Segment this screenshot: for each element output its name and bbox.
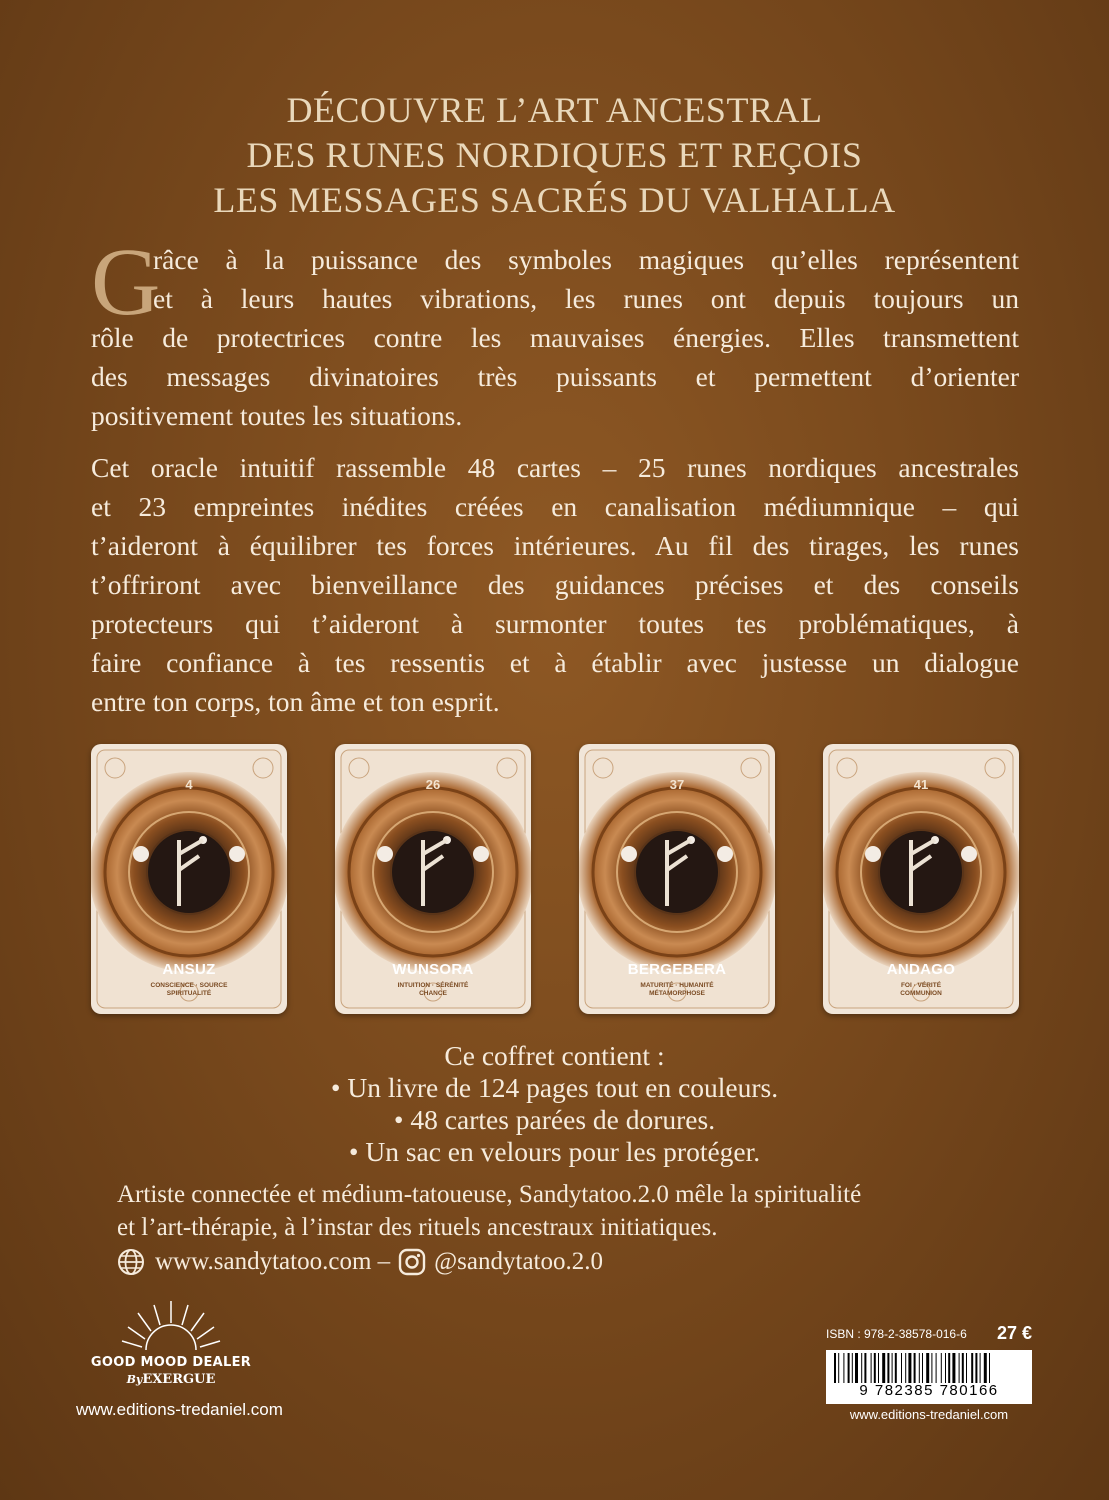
card-keywords bbox=[619, 982, 735, 998]
contents-item: • Un livre de 124 pages tout en couleurs. bbox=[330, 1072, 779, 1103]
description-line: entre ton corps, ton âme et ton esprit. bbox=[91, 686, 500, 717]
intro-paragraph bbox=[91, 228, 1019, 435]
description-line: t’offriront avec bienveillance des guidances précises et des conseils bbox=[91, 569, 1019, 600]
description-line: et 23 empreintes inédites créées en canalisation médiumnique – qui bbox=[91, 491, 1019, 522]
card-keyword-line: MATURITÉ · HUMANITÉ bbox=[640, 982, 714, 989]
bio-line: Artiste connectée et médium-tatoueuse, Sandytatoo.2.0 mêle la spiritualité bbox=[117, 1181, 862, 1208]
drop-cap: G bbox=[91, 228, 161, 335]
logo-subtext bbox=[76, 1372, 266, 1387]
rune-card bbox=[91, 744, 287, 1014]
isbn: ISBN : 978-2-38578-016-6 bbox=[826, 1327, 967, 1341]
card-keywords bbox=[863, 982, 979, 998]
description-line: Cet oracle intuitif rassemble 48 cartes – 25 runes nordiques ancestrales bbox=[91, 452, 1019, 483]
card-number: 37 bbox=[669, 777, 685, 792]
headline-line: DES RUNES NORDIQUES ET REÇOIS bbox=[246, 135, 863, 175]
card-name: ANDAGO bbox=[886, 961, 956, 978]
card-keyword-line: CONSCIENCE · SOURCE bbox=[150, 982, 228, 989]
sunburst-icon bbox=[76, 1295, 266, 1355]
instagram-icon bbox=[398, 1248, 426, 1276]
card-keywords bbox=[131, 982, 247, 998]
intro-line: rôle de protectrices contre les mauvaises énergies. Elles transmettent bbox=[91, 322, 1019, 353]
publisher-website[interactable]: www.editions-tredaniel.com bbox=[76, 1400, 283, 1419]
card-name: ANSUZ bbox=[162, 961, 216, 978]
card-keyword-line: MÉTAMORPHOSE bbox=[649, 990, 705, 997]
intro-line: râce à la puissance des symboles magiques qu’elles représentent bbox=[153, 244, 1019, 275]
contents-item: • 48 cartes parées de dorures. bbox=[393, 1104, 716, 1135]
card-number: 26 bbox=[425, 777, 441, 792]
card-keyword-line: SPIRITUALITÉ bbox=[166, 990, 212, 997]
card-name: BERGEBERA bbox=[627, 961, 727, 978]
card-keyword-line: COMMUNION bbox=[900, 990, 942, 997]
isbn-row bbox=[826, 1323, 1032, 1347]
description-paragraph bbox=[91, 448, 1019, 721]
globe-icon bbox=[117, 1248, 145, 1276]
box-contents bbox=[0, 1040, 1109, 1168]
card-keyword-line: CHANCE bbox=[419, 990, 447, 997]
artist-links bbox=[117, 1245, 603, 1278]
card-keyword-line: FOI · VÉRITÉ bbox=[900, 982, 942, 989]
publisher-logo bbox=[76, 1295, 266, 1405]
headline bbox=[0, 88, 1109, 223]
card-name: WUNSORA bbox=[392, 961, 474, 978]
contents-title: Ce coffret contient : bbox=[444, 1040, 665, 1071]
website-link[interactable]: www.sandytatoo.com – bbox=[155, 1247, 391, 1275]
logo-text: GOOD MOOD DEALER bbox=[90, 1355, 252, 1370]
intro-line: positivement toutes les situations. bbox=[91, 400, 463, 431]
description-line: protecteurs qui t’aideront à surmonter toutes tes problématiques, à bbox=[91, 608, 1019, 639]
rune-card bbox=[579, 744, 775, 1014]
rune-card bbox=[823, 744, 1019, 1014]
publisher-website-barcode[interactable]: www.editions-tredaniel.com bbox=[849, 1407, 1009, 1422]
headline-line: LES MESSAGES SACRÉS DU VALHALLA bbox=[213, 180, 896, 220]
logo-exergue: EXERGUE bbox=[142, 1372, 216, 1387]
rune-card bbox=[335, 744, 531, 1014]
headline-line: DÉCOUVRE L’ART ANCESTRAL bbox=[286, 90, 823, 130]
description-line: t’aideront à équilibrer tes forces intérieures. Au fil des tirages, les runes bbox=[91, 530, 1019, 561]
bio-line: et l’art-thérapie, à l’instar des rituels ancestraux initiatiques. bbox=[117, 1214, 718, 1241]
card-gallery bbox=[91, 744, 1019, 1016]
price: 27 € bbox=[996, 1323, 1032, 1343]
intro-line: et à leurs hautes vibrations, les runes ont depuis toujours un bbox=[153, 283, 1019, 314]
card-number: 4 bbox=[185, 777, 193, 792]
intro-line: des messages divinatoires très puissants et permettent d’orienter bbox=[91, 361, 1019, 392]
logo-by: By bbox=[126, 1373, 143, 1386]
card-number: 41 bbox=[913, 777, 929, 792]
card-keyword-line: INTUITION · SÉRÉNITÉ bbox=[397, 982, 469, 989]
artist-bio bbox=[117, 1178, 1017, 1244]
instagram-handle[interactable]: @sandytatoo.2.0 bbox=[434, 1247, 603, 1275]
contents-item: • Un sac en velours pour les protéger. bbox=[348, 1136, 761, 1167]
description-line: faire confiance à tes ressentis et à établir avec justesse un dialogue bbox=[91, 647, 1019, 678]
barcode-digits: 9 782385 780166 bbox=[859, 1382, 999, 1399]
card-keywords bbox=[375, 982, 491, 998]
